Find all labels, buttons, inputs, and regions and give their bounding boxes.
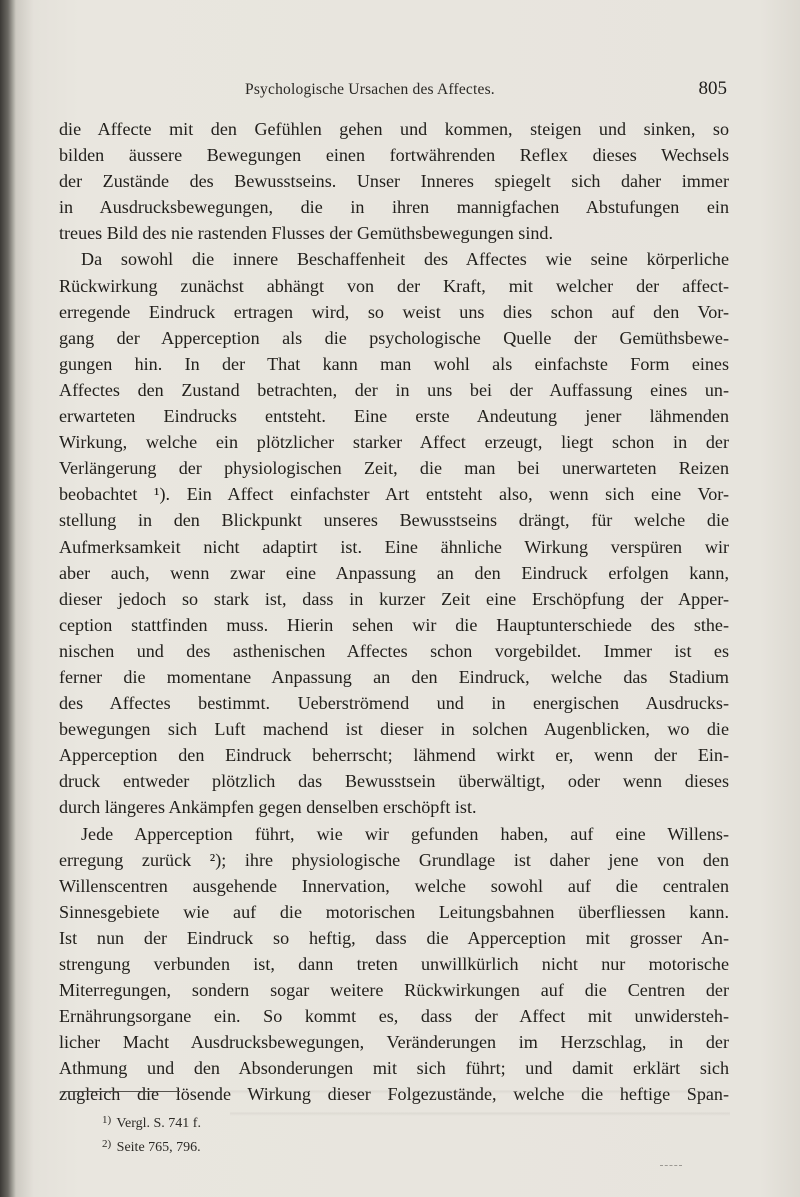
- footnote-text: Seite 765, 796.: [116, 1140, 201, 1155]
- text-line: durch längeres Ankämpfen gegen denselben erschöpft ist.: [59, 797, 477, 818]
- text-line: druck entweder plötzlich das Bewusstsein überwältigt, oder wenn dieses: [59, 771, 729, 792]
- text-line: Sinnesgebiete wie auf die motorischen Leitungsbahnen überfliessen kann.: [59, 901, 729, 922]
- footnote-mark: 1): [102, 1114, 112, 1126]
- text-line: Ist nun der Eindruck so heftig, dass die Apperception mit grosser An-: [59, 927, 729, 948]
- text-line: strengung verbunden ist, dann treten unwillkürlich nicht nur motorische: [59, 954, 729, 974]
- text-line: Ernährungsorgane ein. So kommt es, dass der Affect mit unwidersteh-: [59, 1006, 729, 1027]
- text-line: in Ausdrucksbewegungen, die in ihren mannigfachen Abstufungen ein: [59, 197, 729, 218]
- footnote-text: Vergl. S. 741 f.: [116, 1116, 201, 1131]
- text-line: licher Macht Ausdrucksbewegungen, Veränderungen im Herzschlag, in der: [59, 1032, 729, 1053]
- body-text: [59, 116, 729, 1108]
- text-line: treues Bild des nie rastenden Flusses der Gemüthsbewegungen sind.: [59, 223, 553, 244]
- text-line: die Affecte mit den Gefühlen gehen und kommen, steigen und sinken, so: [59, 119, 729, 139]
- text-line: Verlängerung der physiologischen Zeit, die man bei unerwarteten Reizen: [59, 458, 729, 479]
- show-through-text: [230, 1072, 730, 1132]
- text-line: ception stattfinden muss. Hierin sehen wir die Hauptunterschiede des sthe-: [59, 614, 729, 635]
- footnote-mark: 2): [102, 1138, 112, 1150]
- text-line: erregende Eindruck ertragen wird, so weist uns dies schon auf den Vor-: [59, 301, 729, 322]
- page-header: [62, 78, 727, 102]
- page-number: 805: [698, 78, 727, 99]
- text-line: Willenscentren ausgehende Innervation, welche sowohl auf die centralen: [59, 875, 729, 896]
- text-line: erwarteten Eindrucks entsteht. Eine erste Andeutung jener lähmenden: [59, 406, 729, 427]
- text-line: Rückwirkung zunächst abhängt von der Kraft, mit welcher der affect-: [59, 275, 729, 296]
- text-line: zugleich die lösende Wirkung dieser Folgezustände, welche die heftige Span-: [59, 1084, 729, 1105]
- footnote-1: [102, 1110, 201, 1134]
- text-line: nischen und des asthenischen Affectes schon vorgebildet. Immer ist es: [59, 640, 729, 661]
- text-line: Jede Apperception führt, wie wir gefunden haben, auf eine Willens-: [81, 823, 729, 844]
- text-line: Apperception den Eindruck beherrscht; lähmend wirkt er, wenn der Ein-: [59, 745, 729, 766]
- text-line: beobachtet ¹). Ein Affect einfachster Art entsteht also, wenn sich eine Vor-: [59, 484, 729, 505]
- footnotes: [102, 1110, 201, 1158]
- text-line: Da sowohl die innere Beschaffenheit des Affectes wie seine körperliche: [81, 249, 729, 270]
- text-line: gang der Apperception als die psychologische Quelle der Gemüthsbewe-: [59, 327, 729, 348]
- text-line: Affectes den Zustand betrachten, der in uns bei der Auffassung eines un-: [59, 379, 729, 400]
- footnote-rule: [62, 1091, 180, 1092]
- text-line: erregung zurück ²); ihre physiologische Grundlage ist daher jene von den: [59, 849, 729, 870]
- text-line: bilden äussere Bewegungen einen fortwährenden Reflex dieses Wechsels: [59, 145, 729, 166]
- text-line: Miterregungen, sondern sogar weitere Rückwirkungen auf die Centren der: [59, 980, 729, 1001]
- text-line: bewegungen sich Luft machend ist dieser in solchen Augenblicken, wo die: [59, 719, 729, 740]
- text-line: gungen hin. In der That kann man wohl als einfachste Form eines: [59, 353, 729, 374]
- text-line: dieser jedoch so stark ist, dass in kurzer Zeit eine Erschöpfung der Apper-: [59, 588, 729, 609]
- text-line: des Affectes bestimmt. Ueberströmend und in energischen Ausdrucks-: [59, 693, 729, 714]
- text-line: ferner die momentane Anpassung an den Eindruck, welche das Stadium: [59, 666, 729, 687]
- print-mark: [660, 1165, 682, 1166]
- text-line: der Zustände des Bewusstseins. Unser Inneres spiegelt sich daher immer: [59, 171, 729, 192]
- running-head: Psychologische Ursachen des Affectes.: [245, 81, 495, 98]
- text-line: Athmung und den Absonderungen mit sich führt; und damit erklärt sich: [59, 1058, 729, 1079]
- text-line: Wirkung, welche ein plötzlicher starker Affect erzeugt, liegt schon in der: [59, 432, 729, 453]
- text-line: stellung in den Blickpunkt unseres Bewusstseins drängt, für welche die: [59, 510, 729, 531]
- text-line: Aufmerksamkeit nicht adaptirt ist. Eine ähnliche Wirkung verspüren wir: [59, 536, 729, 557]
- text-line: aber auch, wenn zwar eine Anpassung an den Eindruck erfolgen kann,: [59, 562, 729, 583]
- footnote-2: [102, 1134, 201, 1158]
